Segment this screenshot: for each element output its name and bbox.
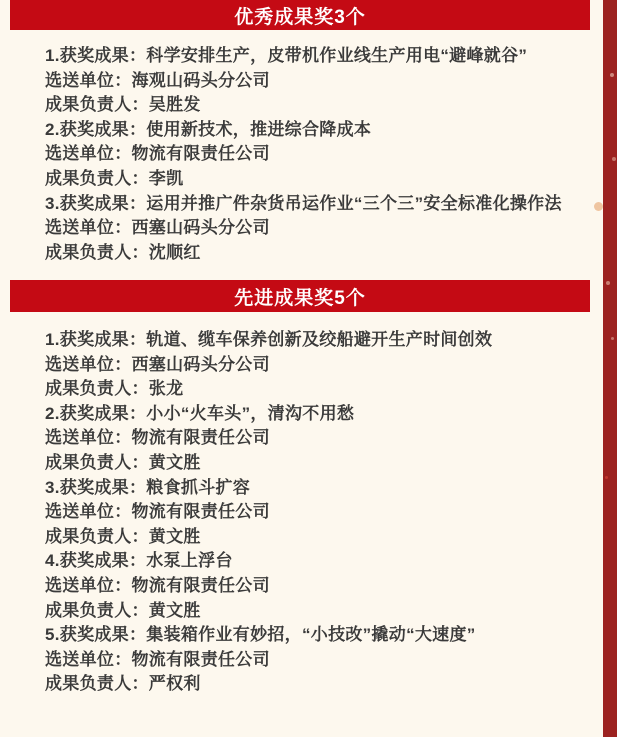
achievement-line: 4.获奖成果：水泵上浮台 [45,551,233,571]
unit-line: 选送单位：西塞山码头分公司 [45,218,270,238]
section-title-banner [10,0,590,30]
achievement-line: 5.获奖成果：集装箱作业有妙招，“小技改”撬动“大速度” [45,625,476,645]
leader-line: 成果负责人：严权利 [45,674,201,694]
achievement-line: 1.获奖成果：轨道、缆车保养创新及绞船避开生产时间创效 [45,330,493,349]
section-title: 优秀成果奖3个 [234,6,366,28]
unit-line: 选送单位：物流有限责任公司 [45,649,270,669]
achievement-line: 3.获奖成果：粮食抓斗扩容 [45,477,251,497]
leader-line: 成果负责人：张龙 [45,379,184,399]
award-list [0,30,617,280]
leader-line: 成果负责人：黄文胜 [45,526,201,546]
leader-line: 成果负责人：黄文胜 [45,600,201,620]
award-list [0,312,617,697]
section-excellent-awards [0,0,617,280]
achievement-line: 3.获奖成果：运用并推广件杂货吊运作业“三个三”安全标准化操作法 [45,193,562,213]
confetti-speck [610,73,614,77]
confetti-dot [594,202,603,211]
section-title-banner [10,280,590,312]
unit-line: 选送单位：海观山码头分公司 [45,70,270,90]
leader-line: 成果负责人：黄文胜 [45,452,201,472]
leader-line: 成果负责人：吴胜发 [45,95,201,115]
achievement-line: 2.获奖成果：使用新技术，推进综合降成本 [45,119,372,139]
achievement-line: 1.获奖成果：科学安排生产，皮带机作业线生产用电“避峰就谷” [45,46,528,65]
confetti-speck [605,476,608,479]
leader-line: 成果负责人：沈顺红 [45,242,201,262]
confetti-speck [612,157,616,161]
achievement-line: 2.获奖成果：小小“火车头”，清沟不用愁 [45,403,355,423]
unit-line: 选送单位：西塞山码头分公司 [45,354,270,374]
confetti-speck [606,281,610,285]
right-edge-stripe [603,0,617,737]
unit-line: 选送单位：物流有限责任公司 [45,502,270,522]
unit-line: 选送单位：物流有限责任公司 [45,428,270,448]
section-title: 先进成果奖5个 [234,287,366,309]
leader-line: 成果负责人：李凯 [45,168,184,188]
unit-line: 选送单位：物流有限责任公司 [45,144,270,164]
section-advanced-awards [0,280,617,697]
unit-line: 选送单位：物流有限责任公司 [45,575,270,595]
confetti-speck [611,337,614,340]
